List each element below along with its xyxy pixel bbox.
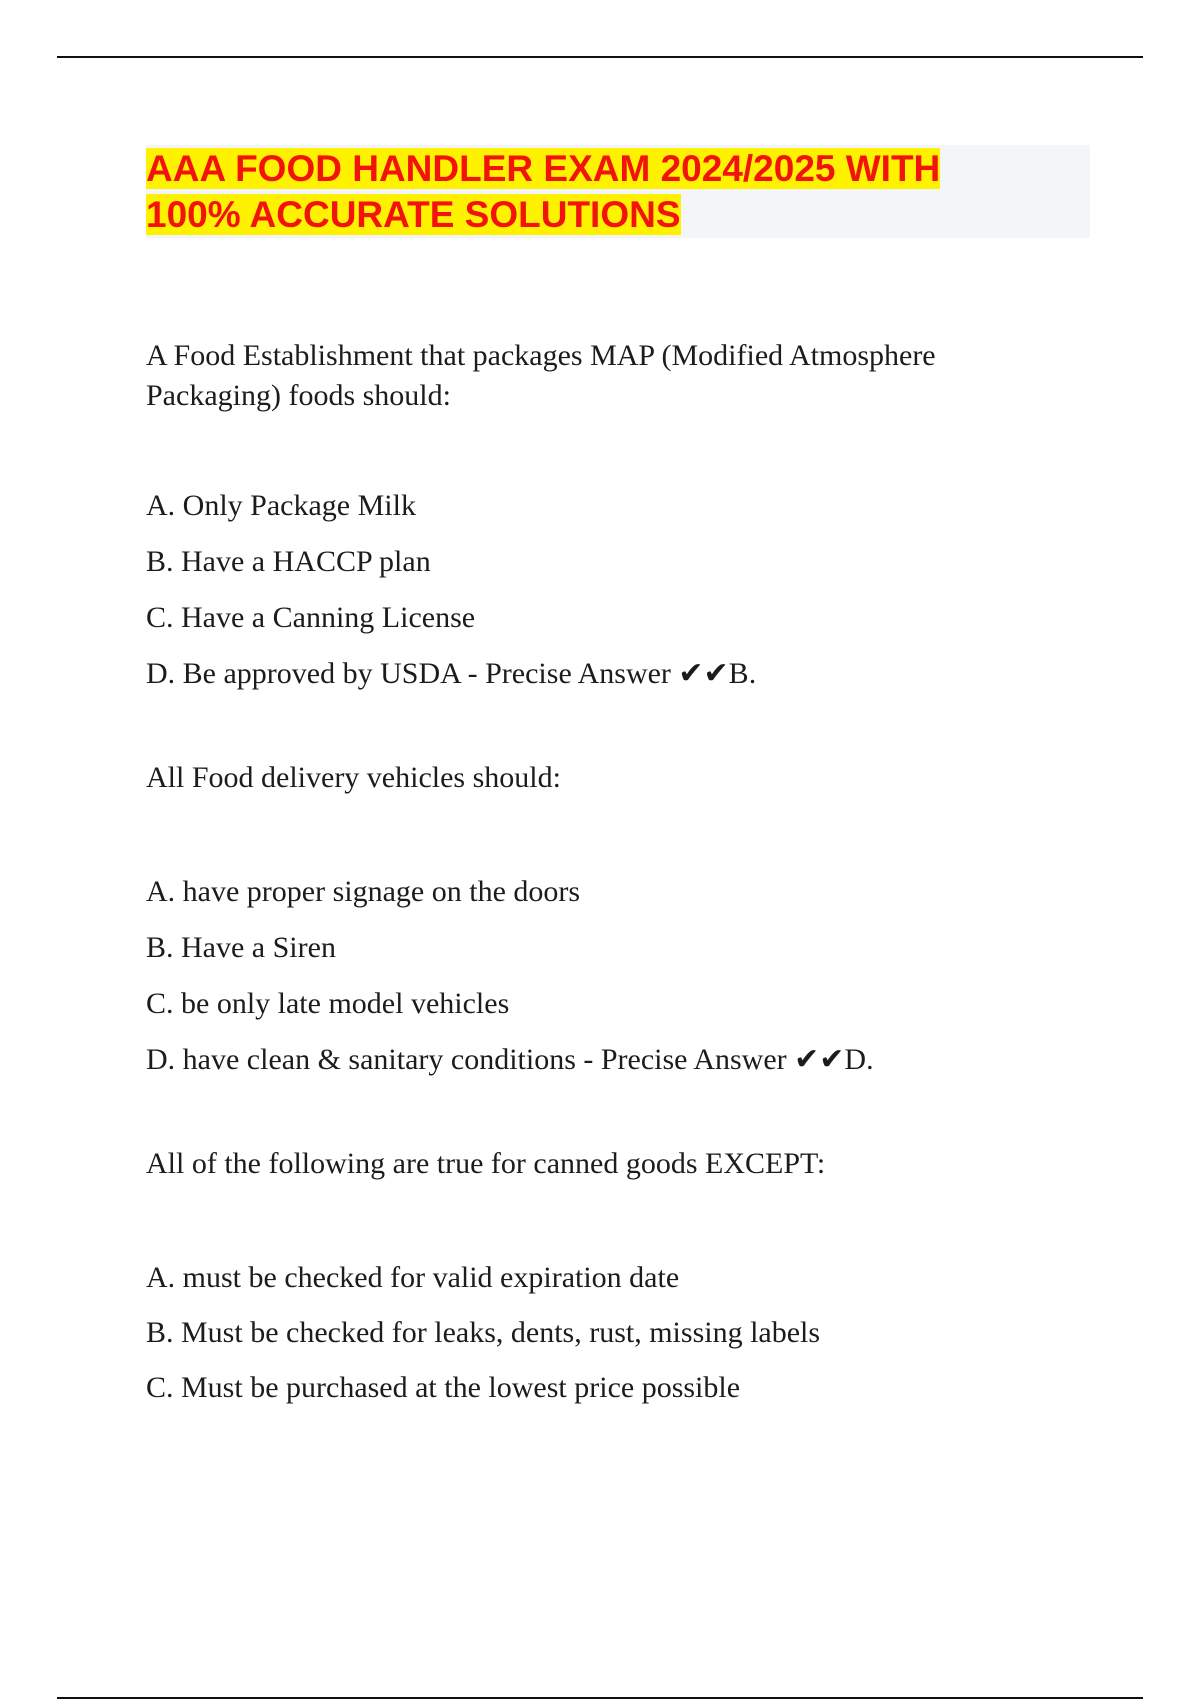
question-2-option-d-answer: D. have clean & sanitary conditions - Precise Answer ✔✔D. [146, 1043, 874, 1076]
question-1-options [146, 486, 1106, 694]
top-divider [57, 56, 1143, 58]
question-1-option-d-answer: D. Be approved by USDA - Precise Answer ✔✔B. [146, 657, 757, 690]
question-2-text: All Food delivery vehicles should: [146, 761, 561, 794]
question-list [146, 336, 1106, 1423]
document-title [146, 146, 1046, 238]
question-2 [146, 758, 1106, 1080]
question-2-option-a: A. have proper signage on the doors [146, 875, 581, 908]
bottom-divider [57, 1697, 1143, 1699]
question-1-text: A Food Establishment that packages MAP (Modified Atmosphere Packaging) foods should: [146, 339, 936, 412]
question-3-option-a: A. must be checked for valid expiration date [146, 1261, 680, 1294]
question-2-options [146, 872, 1106, 1080]
question-3-options [146, 1258, 1106, 1408]
question-3-option-c: C. Must be purchased at the lowest price possible [146, 1371, 741, 1404]
question-3 [146, 1144, 1106, 1408]
question-1-option-b: B. Have a HACCP plan [146, 545, 431, 578]
question-2-option-c: C. be only late model vehicles [146, 987, 510, 1020]
question-1-option-c: C. Have a Canning License [146, 601, 476, 634]
question-3-text: All of the following are true for canned goods EXCEPT: [146, 1147, 826, 1180]
title-line-1: AAA FOOD HANDLER EXAM 2024/2025 WITH [146, 148, 941, 189]
question-1-option-a: A. Only Package Milk [146, 489, 416, 522]
title-line-2: 100% ACCURATE SOLUTIONS [146, 194, 681, 235]
question-1 [146, 336, 1106, 694]
question-3-option-b: B. Must be checked for leaks, dents, rust, missing labels [146, 1316, 821, 1349]
question-2-option-b: B. Have a Siren [146, 931, 336, 964]
